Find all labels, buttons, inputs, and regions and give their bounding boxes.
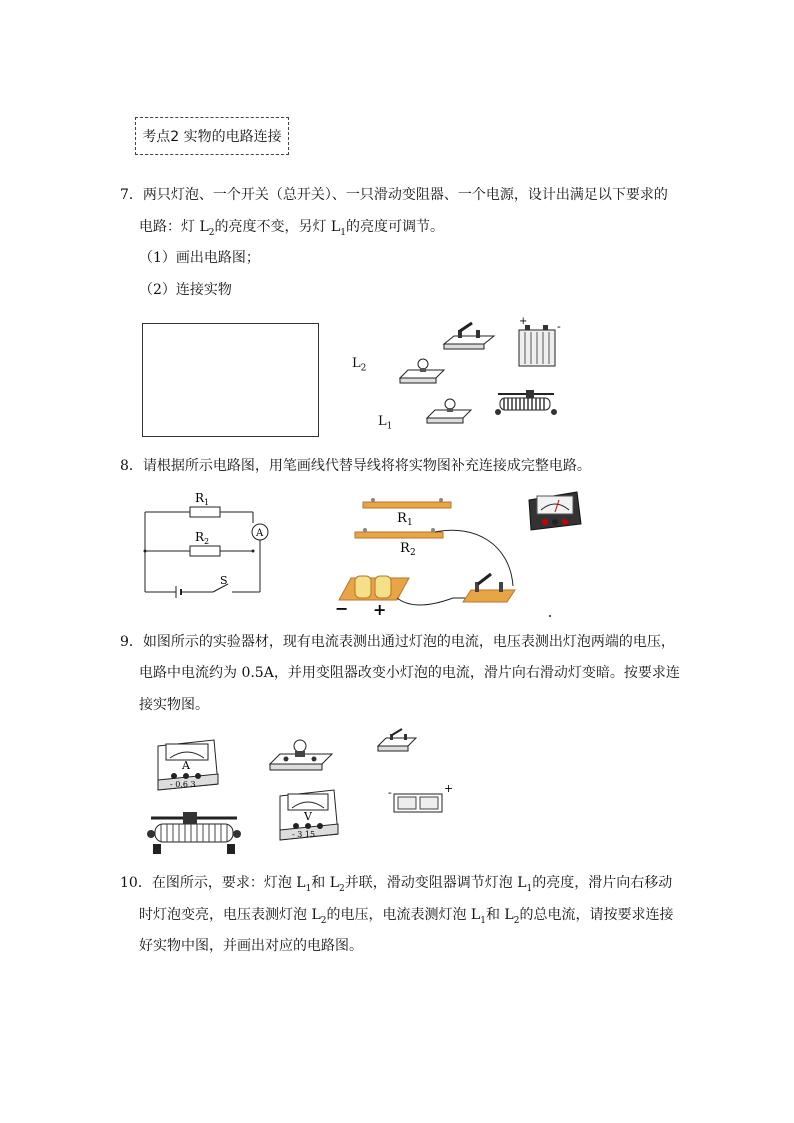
q7-battery-icon [515,316,567,370]
q8-ammeter-icon [525,488,585,534]
svg-text:2: 2 [204,537,210,546]
q7-line1: 7．两只灯泡、一个开关（总开关）、一只滑动变阻器、一个电源，设计出满足以下要求的 [120,187,668,203]
q9-line3: 接实物图。 [139,697,209,713]
svg-text:R: R [195,491,205,505]
q9-rheostat-icon [145,808,243,858]
q7-label-l1: $L_1$ [378,414,393,432]
svg-text:-: - [557,320,561,333]
svg-text:2: 2 [410,548,416,558]
q7-bulb-l2-icon [398,358,448,386]
q9-bulb-icon [268,740,334,774]
svg-text:-: - [388,786,392,799]
svg-text:A: A [256,528,264,539]
q9-battery-icon [388,784,454,816]
q7-bulb-l1-icon [425,398,475,426]
q7-line2: 电路：灯 $L_2$的亮度不变，另灯 $L_1$的亮度可调节。 [139,219,444,238]
svg-text:−: − [335,599,349,618]
svg-text:1: 1 [204,498,210,507]
svg-text:1: 1 [407,518,413,528]
svg-text:R: R [195,530,205,544]
q7-label-l2: $L_2$ [352,356,367,374]
q9-switch-icon [376,728,420,756]
q9-line2: 电路中电流约为 0.5A，并用变阻器改变小灯泡的电流，滑片向右滑动灯变暗。按要求连 [139,665,680,681]
svg-text:R: R [400,541,410,556]
svg-text:+: + [373,600,387,619]
svg-text:- 3 15: - 3 15 [292,830,316,839]
q10-line3: 好实物中图，并画出对应的电路图。 [139,938,363,954]
q9-ammeter-icon [152,736,224,794]
q7-switch-icon [440,322,500,354]
q10-line2: 时灯泡变亮，电压表测灯泡 $L_2$的电压，电流表测灯泡 $L_1$和 $L_2$的总电流，请按要求连接 [139,907,674,926]
svg-text:A: A [182,759,190,772]
q7-rheostat-icon [492,388,560,418]
svg-text:R: R [397,511,407,526]
q9-line1: 9．如图所示的实验器材，现有电流表测出通过灯泡的电流，电压表测出灯泡两端的电压， [120,634,675,650]
q8-schematic [140,484,270,604]
section-heading [135,117,289,155]
q8-line1: 8．请根据所示电路图，用笔画线代替导线将将实物图补充连接成完整电路。 [120,458,591,474]
q10-line1: 10．在图所示，要求：灯泡 $L_1$和 $L_2$并联，滑动变阻器调节灯泡 $L_1$的亮度，滑片向右移动 [120,875,673,894]
q7-item1: （1）画出电路图； [139,250,260,266]
svg-text:+: + [519,316,528,327]
q9-voltmeter-icon [276,786,342,844]
section-title: 考点2 实物的电路连接 [142,129,282,145]
svg-text:- 0.6 3: - 0.6 3 [170,780,196,789]
svg-text:S: S [220,574,228,587]
circuit-drawing-box [142,323,319,437]
q7-item2: （2）连接实物 [139,282,232,298]
svg-text:V: V [304,810,312,823]
svg-text:+: + [444,782,454,795]
